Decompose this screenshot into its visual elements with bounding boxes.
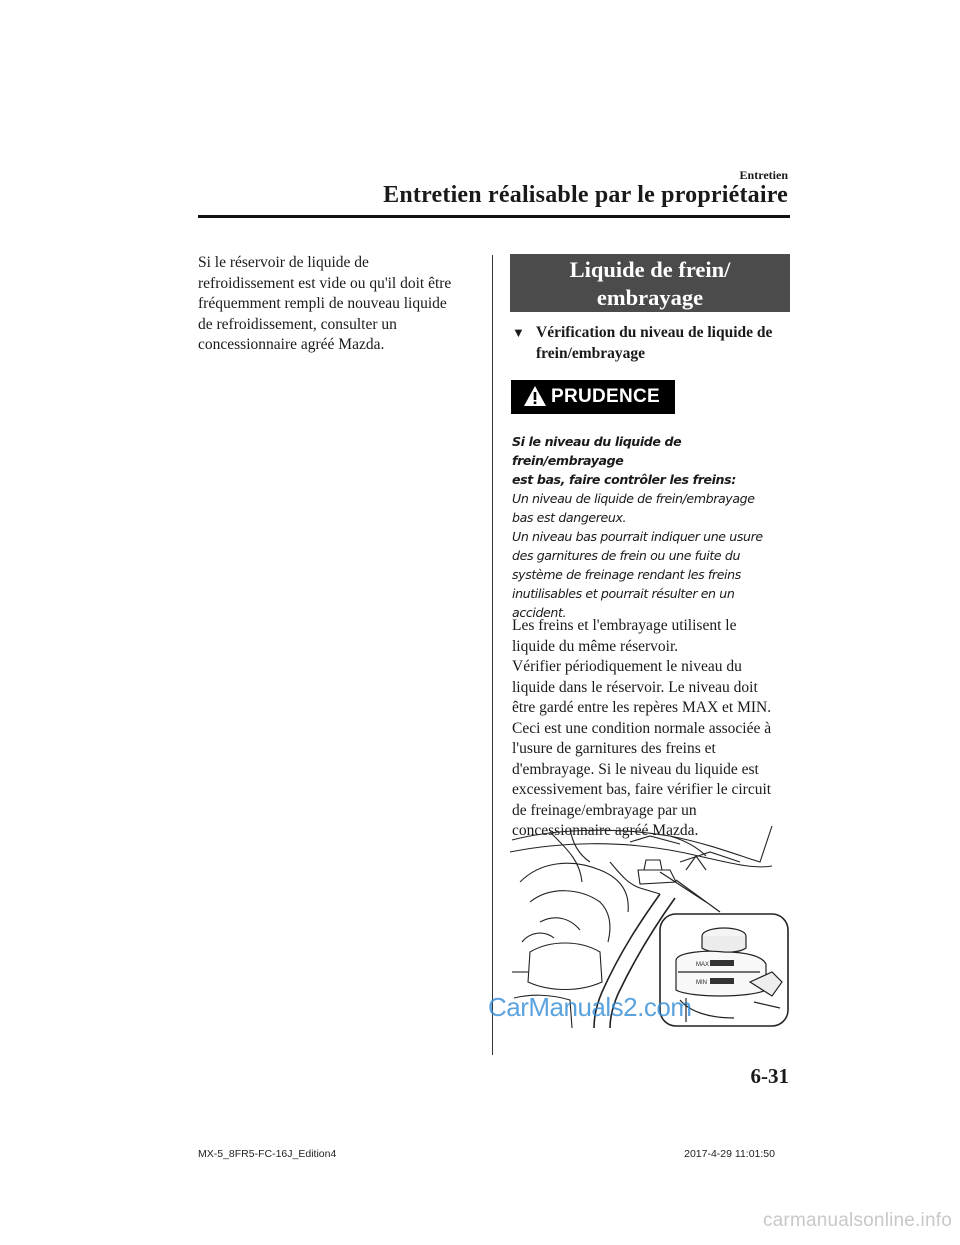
- watermark-text: CarManuals2.com: [488, 992, 692, 1022]
- warning-line: Un niveau bas pourrait indiquer une usure: [512, 529, 763, 544]
- page-title: Entretien réalisable par le propriétaire: [383, 182, 788, 208]
- subheading-line: Vérification du niveau de liquide de: [536, 324, 773, 341]
- body-line: de freinage/embrayage par un: [512, 801, 697, 819]
- body-line: concessionnaire agréé Mazda.: [512, 822, 699, 839]
- section-title-line: embrayage: [596, 285, 704, 310]
- warning-line: Un niveau de liquide de frein/embrayage: [512, 491, 755, 506]
- warning-bold-line: est bas, faire contrôler les freins:: [512, 472, 736, 487]
- column-divider: [492, 255, 493, 1055]
- triangle-down-icon: ▼: [512, 325, 525, 340]
- coolant-paragraph: [198, 253, 473, 356]
- subheading-text: [512, 323, 790, 364]
- warning-line: bas est dangereux.: [512, 510, 627, 525]
- footer-timestamp: 2017-4-29 11:01:50: [684, 1148, 775, 1160]
- body-line: l'usure de garnitures des freins et: [512, 740, 716, 757]
- paragraph-line: Si le réservoir de liquide de: [198, 254, 369, 271]
- body-line: liquide du même réservoir.: [512, 637, 679, 655]
- section-title-line: Liquide de frein/: [569, 257, 731, 282]
- subheading-line: frein/embrayage: [536, 344, 646, 362]
- body-line: liquide dans le réservoir. Le niveau doit: [512, 678, 758, 696]
- section-label: Entretien: [739, 168, 788, 182]
- warning-triangle-icon: [523, 385, 547, 407]
- footer-doc-code: MX-5_8FR5-FC-16J_Edition4: [198, 1148, 337, 1160]
- brake-fluid-paragraph: [512, 616, 792, 842]
- max-mark-label: MAX: [696, 962, 710, 968]
- warning-text: [512, 432, 792, 622]
- body-line: Les freins et l'embrayage utilisent le: [512, 617, 737, 634]
- warning-line: inutilisables et pourrait résulter en un: [512, 586, 735, 601]
- paragraph-line: concessionnaire agréé Mazda.: [198, 336, 385, 353]
- body-line: être gardé entre les repères MAX et MIN.: [512, 699, 772, 716]
- page-number: 6-31: [750, 1064, 789, 1088]
- body-line: Vérifier périodiquement le niveau du: [512, 658, 742, 675]
- paragraph-line: fréquemment rempli de nouveau liquide: [198, 295, 447, 312]
- body-line: d'embrayage. Si le niveau du liquide est: [512, 760, 759, 778]
- section-title-box: [510, 254, 790, 312]
- min-mark-label: MIN: [696, 980, 707, 986]
- warning-line: accident.: [512, 605, 567, 620]
- caution-label: PRUDENCE: [551, 386, 661, 407]
- paragraph-line: refroidissement est vide ou qu'il doit être: [198, 274, 452, 292]
- warning-line: système de freinage rendant les freins: [512, 567, 741, 582]
- caution-badge: [511, 380, 675, 414]
- subheading: [512, 323, 790, 364]
- warning-line: des garnitures de frein ou une fuite du: [512, 548, 741, 563]
- header-divider: [198, 215, 790, 218]
- body-line: excessivement bas, faire vérifier le circuit: [512, 781, 772, 798]
- warning-bold-line: Si le niveau du liquide de frein/embrayage: [512, 434, 682, 468]
- body-line: Ceci est une condition normale associée à: [512, 719, 772, 737]
- site-watermark: carmanualsonline.info: [762, 1210, 952, 1231]
- paragraph-line: de refroidissement, consulter un: [198, 315, 397, 333]
